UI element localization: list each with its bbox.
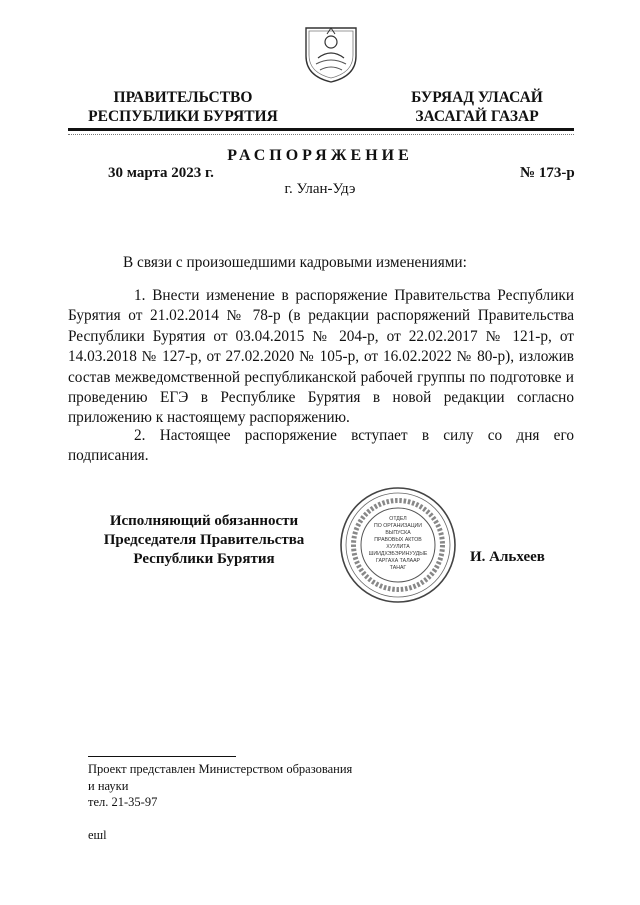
stamp-line2: ПО ОРГАНИЗАЦИИ	[374, 523, 422, 529]
header-right-line1: БУРЯАД УЛАСАЙ	[411, 89, 543, 106]
footnote-code: ешl	[88, 828, 107, 842]
document-city: г. Улан-Удэ	[284, 181, 356, 197]
header-divider	[68, 128, 574, 131]
footnote-line3: тел. 21-35-97	[88, 795, 158, 809]
stamp-line8: ТАНАГ	[389, 565, 407, 571]
signatory-title-line1: Исполняющий обязанности	[109, 513, 299, 529]
stamp-line7: ГАРГАХА ТАЛААР	[375, 558, 421, 564]
header-left	[88, 88, 278, 126]
header-right	[392, 88, 562, 126]
signatory-title-line2: Председателя Правительства	[103, 532, 305, 548]
signatory-title-line3: Республики Бурятия	[133, 551, 275, 567]
signatory-title	[90, 512, 318, 569]
header-right-line2: ЗАСАГАЙ ГАЗАР	[415, 108, 539, 125]
official-stamp	[338, 485, 458, 605]
header-left-line2: РЕСПУБЛИКИ БУРЯТИЯ	[88, 108, 278, 125]
header-dotted-divider	[68, 134, 574, 135]
document-title: РАСПОРЯЖЕНИЕ	[227, 147, 413, 164]
paragraph-1: 1. Внести изменение в распоряжение Правительства Республики Бурятия от 21.02.2014 № 78-р (в редакции распоряжений Правительства Республики Бурятия от 03.04.2015 № 204-р, от 22.02.2017 № 121-р, от 14.03.2018 № 127-р, от 27.02.2020 № 105-р, от 16.02.2022 № 80-р), изложив состав межведомственной республиканской рабочей группы по подготовке и проведению ЕГЭ в Республике Бурятия в новой редакции согласно приложению к настоящему распоряжению.	[68, 287, 574, 427]
document-number: № 173-р	[520, 165, 575, 181]
stamp-line5: ХУУЛИТА	[386, 544, 410, 550]
footnote-line1: Проект представлен Министерством образования	[88, 762, 353, 776]
footnote-line2: и науки	[88, 778, 129, 793]
header-left-line1: ПРАВИТЕЛЬСТВО	[113, 89, 253, 106]
coat-of-arms-emblem	[300, 22, 362, 84]
intro-text: В связи с произошедшими кадровыми изменениями:	[123, 254, 467, 271]
stamp-line1: ОТДЕЛ	[389, 516, 407, 522]
footnote-divider	[88, 756, 236, 757]
stamp-line3: ВЫПУСКА	[385, 530, 411, 536]
signatory-name: И. Альхеев	[470, 549, 545, 565]
stamp-line4: ПРАВОВЫХ АКТОВ	[374, 537, 422, 543]
paragraph-2: 2. Настоящее распоряжение вступает в силу со дня его подписания.	[68, 427, 574, 465]
document-date: 30 марта 2023 г.	[108, 165, 214, 181]
footnote	[88, 761, 352, 811]
stamp-line6: ШИИДХЭБЭРИНУУДЫЕ	[368, 551, 428, 557]
